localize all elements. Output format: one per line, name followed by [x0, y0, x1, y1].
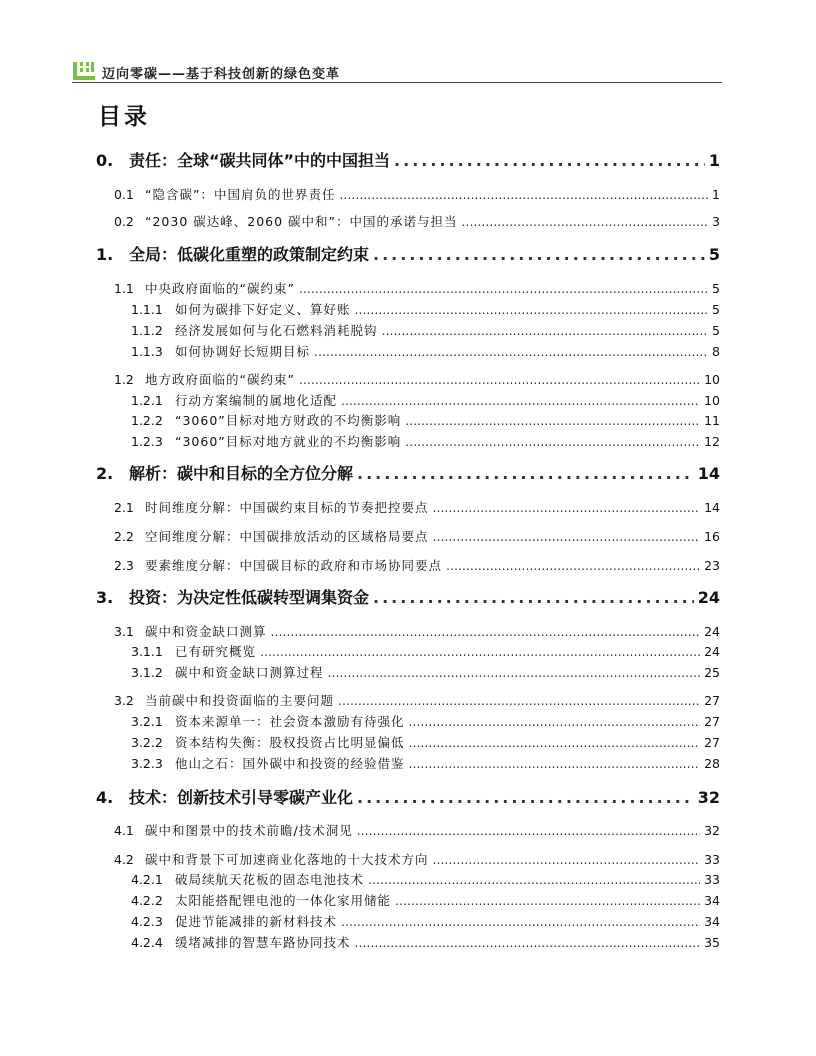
- entry-page: 5: [712, 281, 720, 296]
- header-divider: [72, 82, 722, 83]
- entry-page: 5: [712, 302, 720, 317]
- entry-page: 34: [704, 893, 720, 908]
- entry-title: 资本来源单一：社会资本激励有待强化: [175, 714, 405, 729]
- entry-page: 27: [704, 714, 720, 729]
- entry-page: 24: [704, 644, 720, 659]
- dot-leader: [299, 372, 700, 387]
- page-header: [72, 60, 722, 84]
- dot-leader: [433, 852, 701, 867]
- entry-page: 8: [712, 344, 720, 359]
- toc-entry-subsection[interactable]: [131, 432, 720, 450]
- entry-number: 2.1: [114, 500, 134, 515]
- entry-number: 3.2.1: [131, 714, 163, 729]
- toc-entry-section[interactable]: [114, 821, 720, 839]
- entry-page: 10: [704, 393, 720, 408]
- toc-entry-subsection[interactable]: [131, 754, 720, 772]
- entry-title: 缓堵减排的智慧车路协同技术: [175, 935, 351, 950]
- toc-entry-section[interactable]: [114, 527, 720, 545]
- entry-number: 3.: [96, 588, 114, 607]
- toc-entry-subsection[interactable]: [131, 912, 720, 930]
- toc-entry-section[interactable]: [114, 498, 720, 516]
- toc-entry-subsection[interactable]: [131, 870, 720, 888]
- header-title: 迈向零碳——基于科技创新的绿色变革: [102, 67, 341, 82]
- toc-entry-subsection[interactable]: [131, 712, 720, 730]
- entry-page: 1: [708, 151, 720, 170]
- entry-number: 0.2: [114, 214, 134, 229]
- entry-title: 要素维度分解：中国碳目标的政府和市场协同要点: [145, 558, 443, 573]
- entry-number: 1.1.1: [131, 302, 163, 317]
- dot-leader: [299, 281, 708, 296]
- entry-title: 碳中和资金缺口测算过程: [175, 665, 324, 680]
- toc-entry-section[interactable]: [114, 279, 720, 297]
- toc-entry-subsection[interactable]: [131, 321, 720, 339]
- dot-leader: [341, 393, 700, 408]
- entry-number: 4.2.2: [131, 893, 163, 908]
- entry-title: 解析：碳中和目标的全方位分解: [129, 464, 354, 483]
- entry-title: 如何协调好长短期目标: [175, 344, 311, 359]
- entry-number: 2.2: [114, 529, 134, 544]
- logo-icon: [72, 60, 96, 82]
- dot-leader: [373, 245, 705, 264]
- entry-page: 27: [704, 735, 720, 750]
- entry-page: 1: [712, 187, 720, 202]
- entry-title: 责任：全球“碳共同体”中的中国担当: [129, 151, 391, 170]
- entry-title: 技术：创新技术引导零碳产业化: [129, 788, 354, 807]
- entry-page: 3: [712, 214, 720, 229]
- dot-leader: [355, 935, 701, 950]
- toc-entry-section[interactable]: [114, 370, 720, 388]
- entry-page: 24: [697, 588, 720, 607]
- entry-title: 已有研究概览: [175, 644, 257, 659]
- entry-number: 4.1: [114, 823, 134, 838]
- entry-title: “隐含碳”：中国肩负的世界责任: [145, 187, 336, 202]
- entry-number: 4.2.3: [131, 914, 163, 929]
- entry-number: 0.: [96, 151, 114, 170]
- toc-entry-subsection[interactable]: [131, 411, 720, 429]
- dot-leader: [368, 872, 700, 887]
- entry-number: 1.2: [114, 372, 134, 387]
- entry-page: 12: [704, 434, 720, 449]
- toc-title: 目录: [98, 104, 150, 130]
- dot-leader: [338, 693, 700, 708]
- entry-number: 1.1: [114, 281, 134, 296]
- entry-title: 投资：为决定性低碳转型调集资金: [129, 588, 370, 607]
- dot-leader: [382, 323, 709, 338]
- toc-entry-chapter[interactable]: [96, 242, 720, 265]
- entry-title: 空间维度分解：中国碳排放活动的区域格局要点: [145, 529, 429, 544]
- entry-title: 他山之石：国外碳中和投资的经验借鉴: [175, 756, 405, 771]
- entry-page: 16: [704, 529, 720, 544]
- entry-number: 3.2.2: [131, 735, 163, 750]
- entry-title: 碳中和资金缺口测算: [145, 624, 267, 639]
- toc-entry-subsection[interactable]: [131, 663, 720, 681]
- dot-leader: [341, 914, 700, 929]
- dot-leader: [394, 151, 705, 170]
- dot-leader: [462, 214, 709, 229]
- entry-number: 4.: [96, 788, 114, 807]
- toc-entry-chapter[interactable]: [96, 785, 720, 808]
- entry-number: 1.1.2: [131, 323, 163, 338]
- entry-title: “3060”目标对地方财政的不均衡影响: [175, 413, 402, 428]
- entry-number: 3.2.3: [131, 756, 163, 771]
- entry-number: 1.2.2: [131, 413, 163, 428]
- dot-leader: [433, 500, 701, 515]
- toc-entry-chapter[interactable]: [96, 148, 720, 171]
- dot-leader: [433, 529, 701, 544]
- entry-page: 33: [704, 852, 720, 867]
- entry-page: 28: [704, 756, 720, 771]
- dot-leader: [395, 893, 700, 908]
- entry-page: 32: [697, 788, 720, 807]
- dot-leader: [409, 756, 701, 771]
- toc-entry-section[interactable]: [114, 691, 720, 709]
- entry-number: 1.2.3: [131, 434, 163, 449]
- dot-leader: [357, 823, 700, 838]
- dot-leader: [357, 788, 694, 807]
- entry-title: 资本结构失衡：股权投资占比明显偏低: [175, 735, 405, 750]
- entry-number: 2.3: [114, 558, 134, 573]
- dot-leader: [409, 735, 701, 750]
- dot-leader: [357, 464, 694, 483]
- toc-entry-section[interactable]: [114, 185, 720, 203]
- entry-number: 1.: [96, 245, 114, 264]
- entry-number: 0.1: [114, 187, 134, 202]
- entry-number: 4.2.1: [131, 872, 163, 887]
- entry-number: 2.: [96, 464, 114, 483]
- toc-entry-subsection[interactable]: [131, 342, 720, 360]
- toc-entry-section[interactable]: [114, 622, 720, 640]
- entry-number: 4.2: [114, 852, 134, 867]
- dot-leader: [260, 644, 700, 659]
- entry-page: 34: [704, 914, 720, 929]
- entry-title: 碳中和背景下可加速商业化落地的十大技术方向: [145, 852, 429, 867]
- entry-page: 24: [704, 624, 720, 639]
- entry-page: 27: [704, 693, 720, 708]
- toc-entry-subsection[interactable]: [131, 642, 720, 660]
- entry-title: 时间维度分解：中国碳约束目标的节奏把控要点: [145, 500, 429, 515]
- toc-entry-chapter[interactable]: [96, 461, 720, 484]
- toc-entry-subsection[interactable]: [131, 733, 720, 751]
- dot-leader: [373, 588, 694, 607]
- entry-title: “2030 碳达峰、2060 碳中和”：中国的承诺与担当: [145, 214, 458, 229]
- entry-page: 32: [704, 823, 720, 838]
- toc-entry-section[interactable]: [114, 556, 720, 574]
- entry-number: 1.2.1: [131, 393, 163, 408]
- dot-leader: [405, 413, 700, 428]
- entry-page: 33: [704, 872, 720, 887]
- entry-page: 5: [708, 245, 720, 264]
- entry-title: “3060”目标对地方就业的不均衡影响: [175, 434, 402, 449]
- toc-entry-subsection[interactable]: [131, 391, 720, 409]
- toc-entry-chapter[interactable]: [96, 585, 720, 608]
- entry-page: 5: [712, 323, 720, 338]
- entry-title: 如何为碳排下好定义、算好账: [175, 302, 351, 317]
- entry-number: 3.1.1: [131, 644, 163, 659]
- toc-entry-subsection[interactable]: [131, 891, 720, 909]
- entry-page: 11: [704, 413, 720, 428]
- dot-leader: [328, 665, 701, 680]
- entry-title: 地方政府面临的“碳约束”: [145, 372, 295, 387]
- dot-leader: [314, 344, 708, 359]
- entry-title: 全局：低碳化重塑的政策制定约束: [129, 245, 370, 264]
- entry-page: 25: [704, 665, 720, 680]
- entry-title: 当前碳中和投资面临的主要问题: [145, 693, 335, 708]
- entry-page: 14: [704, 500, 720, 515]
- toc-entry-subsection[interactable]: [131, 933, 720, 951]
- dot-leader: [409, 714, 701, 729]
- dot-leader: [339, 187, 708, 202]
- entry-page: 23: [704, 558, 720, 573]
- entry-number: 3.1.2: [131, 665, 163, 680]
- entry-number: 4.2.4: [131, 935, 163, 950]
- entry-page: 35: [704, 935, 720, 950]
- entry-title: 碳中和图景中的技术前瞻/技术洞见: [145, 823, 353, 838]
- entry-title: 中央政府面临的“碳约束”: [145, 281, 295, 296]
- entry-number: 3.1: [114, 624, 134, 639]
- toc-entry-subsection[interactable]: [131, 300, 720, 318]
- toc-entry-section[interactable]: [114, 850, 720, 868]
- dot-leader: [271, 624, 701, 639]
- entry-title: 行动方案编制的属地化适配: [175, 393, 338, 408]
- entry-title: 促进节能减排的新材料技术: [175, 914, 338, 929]
- toc-entry-section[interactable]: [114, 212, 720, 230]
- entry-title: 经济发展如何与化石燃料消耗脱钩: [175, 323, 378, 338]
- entry-number: 3.2: [114, 693, 134, 708]
- entry-title: 太阳能搭配锂电池的一体化家用储能: [175, 893, 392, 908]
- dot-leader: [446, 558, 700, 573]
- entry-number: 1.1.3: [131, 344, 163, 359]
- dot-leader: [405, 434, 700, 449]
- entry-title: 破局续航天花板的固态电池技术: [175, 872, 365, 887]
- entry-page: 10: [704, 372, 720, 387]
- entry-page: 14: [697, 464, 720, 483]
- dot-leader: [355, 302, 709, 317]
